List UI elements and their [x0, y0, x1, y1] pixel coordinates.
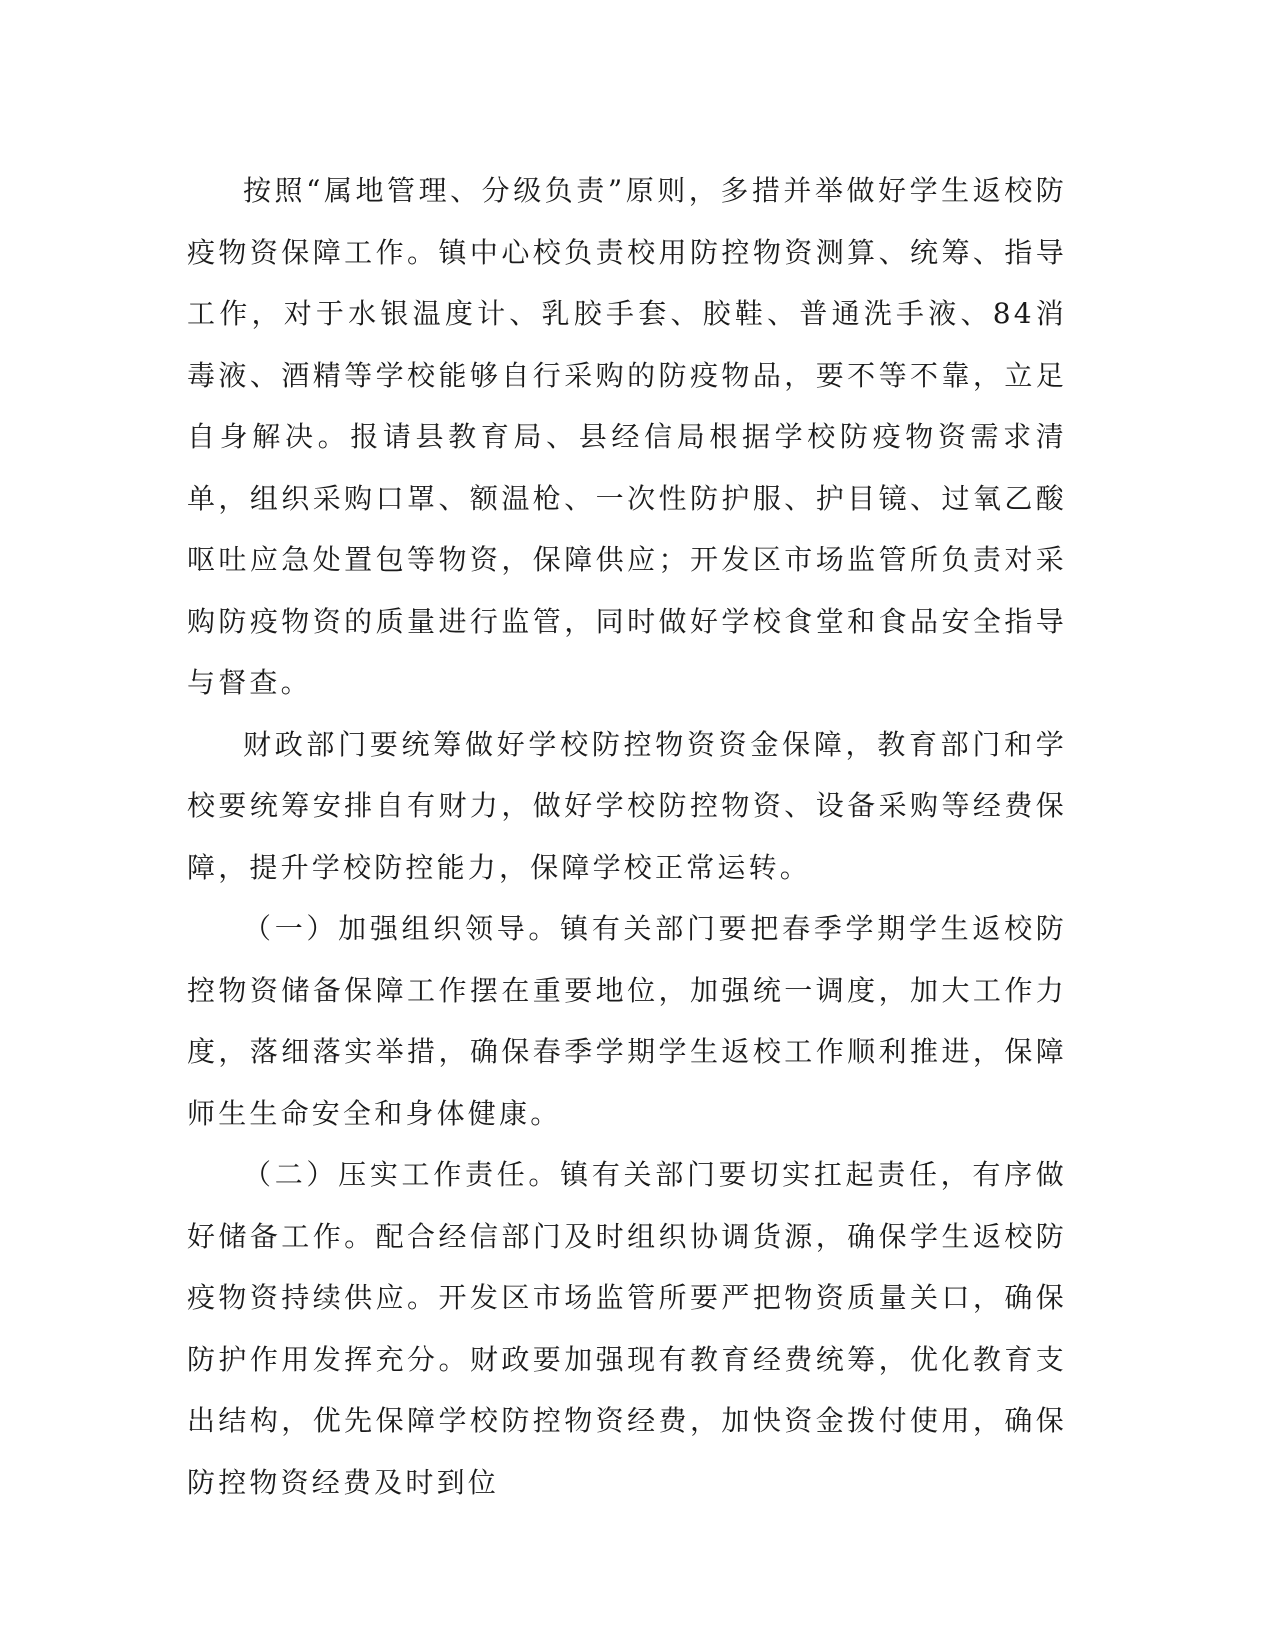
paragraph-finance-guarantee: 财政部门要统筹做好学校防控物资资金保障，教育部门和学校要统筹安排自有财力，做好学校防控物资、设备采购等经费保障，提升学校防控能力，保障学校正常运转。: [187, 727, 1067, 884]
paragraph-work-responsibility: （二）压实工作责任。镇有关部门要切实扛起责任，有序做好储备工作。配合经信部门及时组织协调货源，确保学生返校防疫物资持续供应。开发区市场监管所要严把物资质量关口，确保防护作用发挥充分。财政要加强现有教育经费统筹，优化教育支出结构，优先保障学校防控物资经费，加快资金拨付使用，确保防控物资经费及时到位: [187, 1158, 1067, 1499]
paragraph-organization-leadership: （一）加强组织领导。镇有关部门要把春季学期学生返校防控物资储备保障工作摆在重要地位，加强统一调度，加大工作力度，落细落实举措，确保春季学期学生返校工作顺利推进，保障师生生命安全和身体健康。: [187, 912, 1067, 1130]
document-body: [187, 160, 1067, 1513]
paragraph-supplies-guarantee: 按照“属地管理、分级负责”原则，多措并举做好学生返校防疫物资保障工作。镇中心校负责校用防控物资测算、统筹、指导工作，对于水银温度计、乳胶手套、胶鞋、普通洗手液、84消毒液、酒精等学校能够自行采购的防疫物品，要不等不靠，立足自身解决。报请县教育局、县经信局根据学校防疫物资需求清单，组织采购口罩、额温枪、一次性防护服、护目镜、过氧乙酸呕吐应急处置包等物资，保障供应；开发区市场监管所负责对采购防疫物资的质量进行监管，同时做好学校食堂和食品安全指导与督查。: [187, 174, 1067, 699]
